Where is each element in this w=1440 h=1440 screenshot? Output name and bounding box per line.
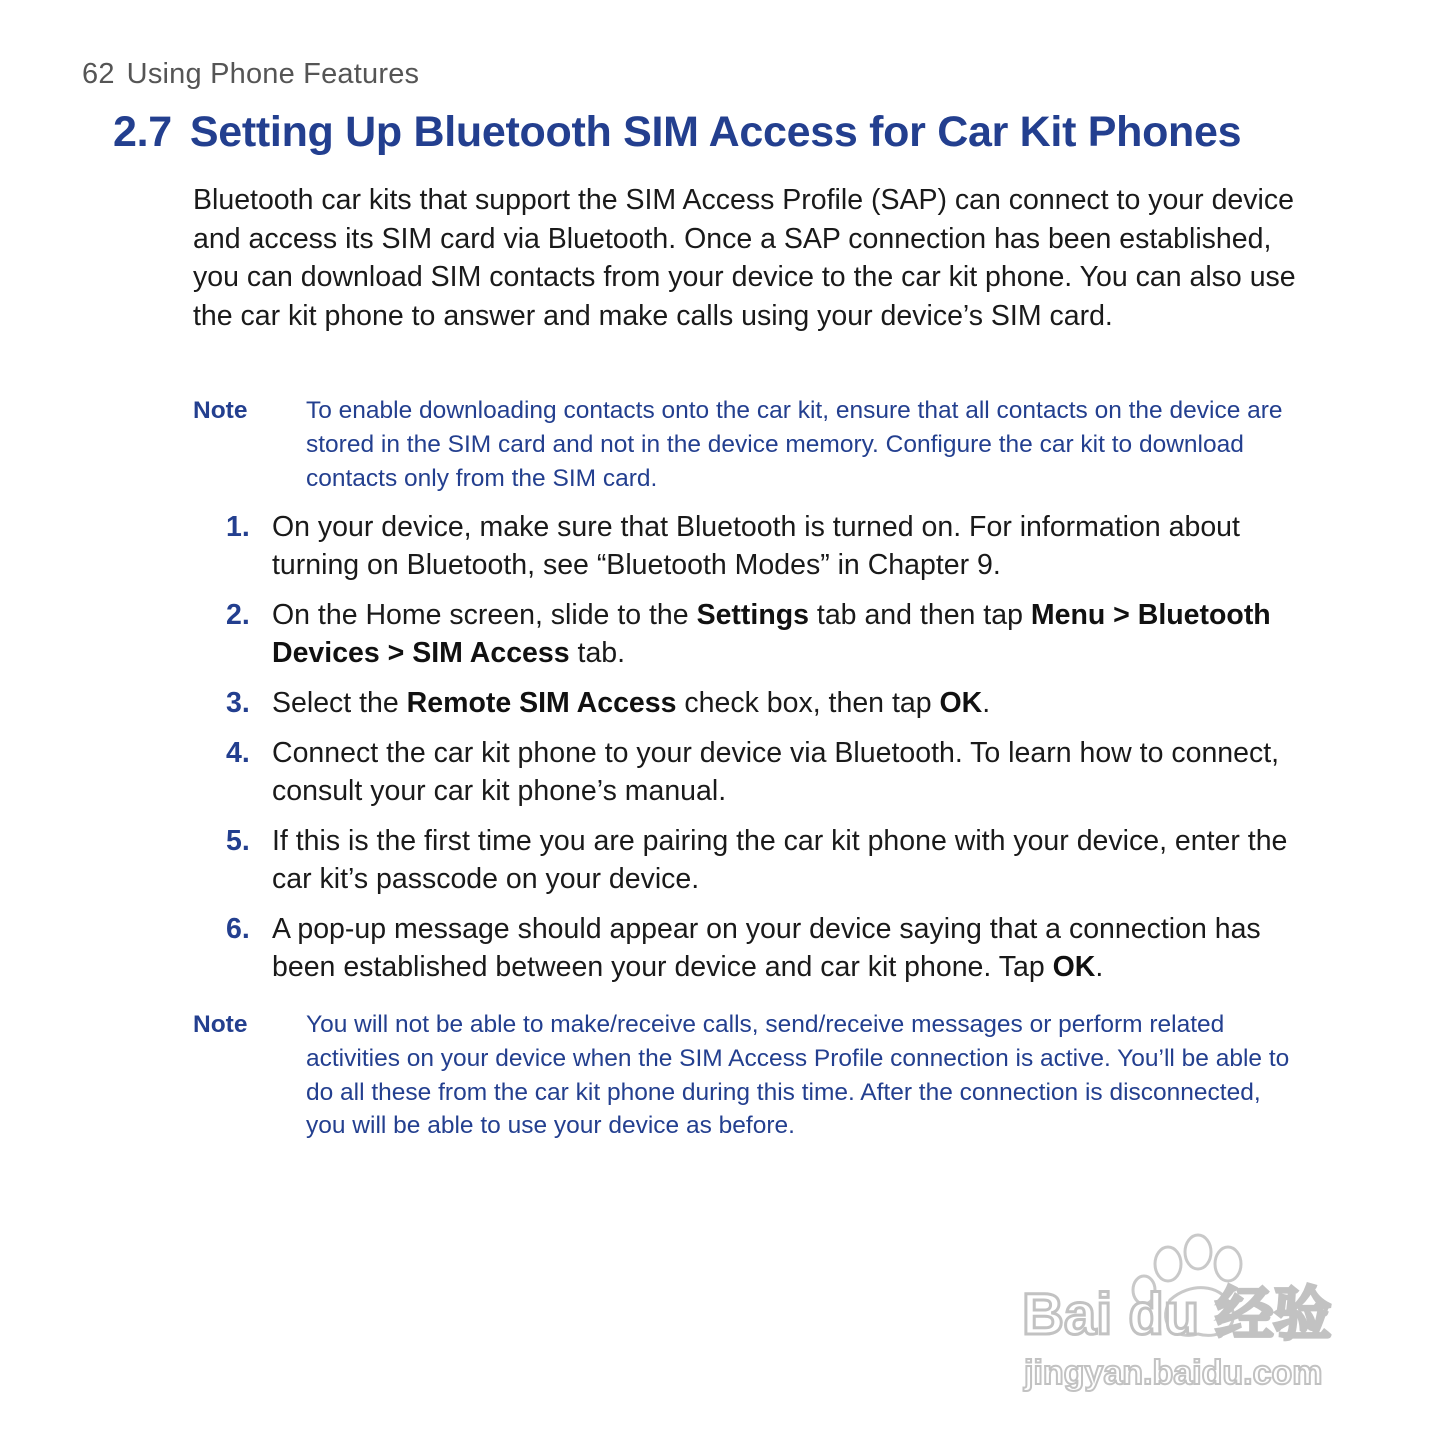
step-item <box>226 910 1316 987</box>
running-head <box>82 58 419 91</box>
note-block <box>193 394 1303 495</box>
step-text-segment: A pop-up message should appear on your device saying that a connection has been established between your device and car kit phone. Tap <box>272 913 1261 984</box>
step-text-segment: tab and then tap <box>809 599 1031 631</box>
watermark-brand: Bai du 经验 <box>1022 1282 1332 1347</box>
step-text-segment: If this is the first time you are pairing the car kit phone with your device, enter the car kit’s passcode on your device. <box>272 825 1288 896</box>
step-item <box>226 596 1316 673</box>
note-block <box>193 1008 1303 1143</box>
step-text-segment: Connect the car kit phone to your device via Bluetooth. To learn how to connect, consult your car kit phone’s manual. <box>272 737 1280 808</box>
note-text: You will not be able to make/receive calls, send/receive messages or perform related activities on your device when the SIM Access Profile connection is active. You’ll be able to do all these from the car kit phone during this time. After the connection is disconnected, you will be able to use your device as before. <box>306 1011 1290 1140</box>
step-number: 5. <box>226 825 250 857</box>
step-number: 3. <box>226 687 250 719</box>
step-text-segment: tab. <box>569 637 626 670</box>
running-title: Using Phone Features <box>126 58 420 90</box>
step-number: 2. <box>226 599 250 631</box>
step-text-segment: On the Home screen, slide to the <box>272 599 697 631</box>
note-text: To enable downloading contacts onto the car kit, ensure that all contacts on the device are stored in the SIM card and not in the device memory. Configure the car kit to download contacts only from the SIM card. <box>306 397 1283 492</box>
step-text-segment: Select the <box>272 687 407 719</box>
baidu-jingyan-watermark <box>1020 1222 1360 1392</box>
intro-paragraph: Bluetooth car kits that support the SIM Access Profile (SAP) can connect to your device and access its SIM card via Bluetooth. Once a SAP connection has been established, you can download SIM contacts from your device to the car kit phone. You can also use the car kit phone to answer and make calls using your device’s SIM card. <box>193 184 1296 332</box>
step-text <box>272 508 1316 585</box>
step-number: 6. <box>226 913 250 945</box>
watermark-url: jingyan.baidu.com <box>1024 1354 1323 1392</box>
step-emphasis: Settings <box>696 599 809 631</box>
step-emphasis: OK <box>939 687 983 719</box>
section-title-text: Setting Up Bluetooth SIM Access for Car Kit Phones <box>189 108 1242 156</box>
step-text-segment: . <box>982 687 991 719</box>
step-item <box>226 734 1316 811</box>
step-emphasis: OK <box>1052 951 1096 984</box>
page-number: 62 <box>82 58 115 90</box>
step-emphasis: Menu > Bluetooth Devices > SIM Access <box>272 599 1271 670</box>
note-label: Note <box>193 1011 248 1038</box>
section-number: 2.7 <box>113 108 172 156</box>
step-text <box>272 822 1316 899</box>
step-text <box>272 734 1316 811</box>
step-item <box>226 684 1316 722</box>
step-number: 1. <box>226 511 250 543</box>
section-title <box>113 108 1241 157</box>
step-text-segment: . <box>1095 951 1104 984</box>
step-item <box>226 822 1316 899</box>
step-text-segment: check box, then tap <box>676 687 940 719</box>
step-text-segment: On your device, make sure that Bluetooth is turned on. For information about turning on Bluetooth, see “Bluetooth Modes” in Chapter 9. <box>272 511 1240 582</box>
step-text <box>272 684 1316 722</box>
note-label: Note <box>193 397 248 424</box>
step-item <box>226 508 1316 585</box>
step-emphasis: Remote SIM Access <box>406 687 677 719</box>
step-text <box>272 910 1316 987</box>
step-text <box>272 596 1316 673</box>
step-number: 4. <box>226 737 250 769</box>
